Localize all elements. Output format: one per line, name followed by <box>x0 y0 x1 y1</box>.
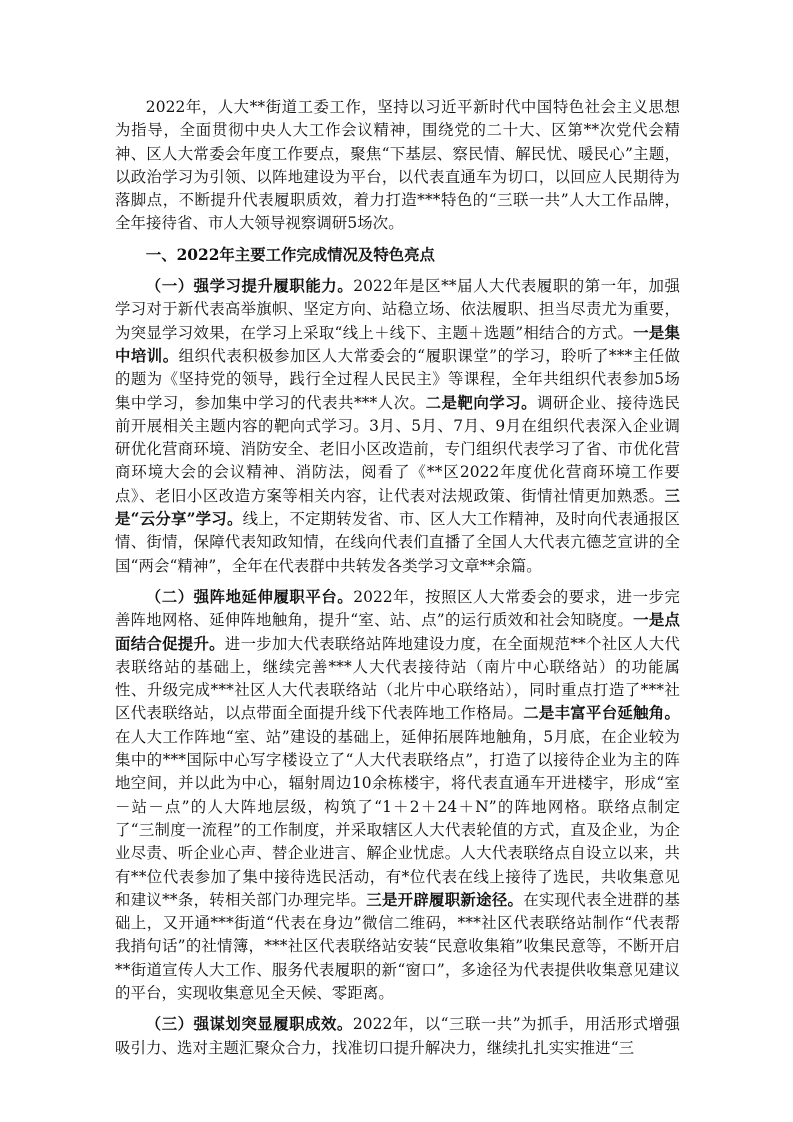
paragraph-platform-point-3: 三是开辟履职新途径。 <box>366 890 524 909</box>
paragraph-platform-lead: （二）强阵地延伸履职平台。 <box>145 587 354 606</box>
paragraph-study-text-1: 2022年是区**届人大代表履职的第一年，加强学习对于新代表高举旗帜、坚定方向、站稳立场、依法履职、担当尽责尤为重要，为突显学习效果，在学习上采取“线上＋线下、主题＋选题”相结合的方式。 <box>115 277 680 342</box>
paragraph-platform-text-1: 2022年，按照区人大常委会的要求，进一步完善阵地网格、延伸阵地触角，提升“室、站、点”的运行质效和社会知晓度。 <box>115 587 680 630</box>
paragraph-study-text-2: 组织代表积极参加区人大常委会的“履职课堂”的学习，聆听了***主任做的题为《坚持党的领导，践行全过程人民民主》等课程，全年共组织代表参加5场集中学习，参加集中学习的代表共***人次。 <box>115 346 680 412</box>
paragraph-study-lead: （一）强学习提升履职能力。 <box>145 277 354 296</box>
paragraph-platform <box>115 586 680 1005</box>
paragraph-platform-point-2: 二是丰富平台延触角。 <box>523 704 680 723</box>
paragraph-study-point-3: 三是“云分享”学习。 <box>115 486 680 529</box>
paragraph-study-point-2: 二是靶向学习。 <box>425 393 538 412</box>
paragraph-platform-text-2: 进一步加大代表联络站阵地建设力度，在全面规范**个社区人大代表联络站的基础上，继续完善***人大代表接待站（南片中心联络站）的功能属性、升级完成***社区人大代表联络站（北片中心联络站），同时重点打造了***社区代表联络站，以点带面全面提升线下代表阵地工作格局。 <box>115 634 680 723</box>
paragraph-platform-text-4: 在实现代表全进群的基础上，又开通***街道“代表在身边”微信二维码，***社区代表联络站制作“代表帮我捎句话”的社情簿，***社区代表联络站安装“民意收集箱”收集民意等，不断开启**街道宣传人大工作、服务代表履职的新“窗口”，多途径为代表提供收集意见建议的平台，实现收集意见全天候、零距离。 <box>115 890 680 1002</box>
intro-paragraph: 2022年，人大**街道工委工作，坚持以习近平新时代中国特色社会主义思想为指导，全面贯彻中央人大工作会议精神，围绕党的二十大、区第**次党代会精神、区人大常委会年度工作要点，聚焦“下基层、察民情、解民忧、暖民心”主题，以政治学习为引领、以阵地建设为平台，以代表直通车为切口，以回应人民期待为落脚点，不断提升代表履职质效，着力打造***特色的“三联一共”人大工作品牌，全年接待省、市人大领导视察调研5场次。 <box>115 98 680 233</box>
paragraph-platform-text-3: 在人大工作阵地“室、站”建设的基础上，延伸拓展阵地触角，5月底，在企业较为集中的***国际中心写字楼设立了“人大代表联络点”，打造了以接待企业为主的阵地空间，并以此为中心，辐射周边10余栋楼宇，将代表直通车开进楼宇，形成“室－站－点”的人大阵地层级，构筑了“1＋2＋24＋N”的阵地网格。联络点制定了“三制度一流程”的工作制度，并采取辖区人大代表轮值的方式，直及企业，为企业尽责、听企业心声、替企业进言、解企业忧虑。人大代表联络点自设立以来，共有**位代表参加了集中接待选民活动，有*位代表在线上接待了选民，共收集意见和建议**条，转相关部门办理完毕。 <box>115 727 680 909</box>
paragraph-study-point-1: 一是集中培训。 <box>115 323 680 365</box>
paragraph-planning <box>115 1013 680 1060</box>
paragraph-study <box>115 275 680 578</box>
section-heading-1: 一、2022年主要工作完成情况及特色亮点 <box>145 245 435 264</box>
paragraph-study-text-3: 调研企业、接待选民前开展相关主题内容的靶向式学习。3月、5月、7月、9月在组织代表深入企业调研优化营商环境、消防安全、老旧小区改造前，专门组织代表学习了省、市优化营商环境大会的会议精神、消防法，阅看了《**区2022年度优化营商环境工作要点》、老旧小区改造方案等相关内容，让代表对法规政策、街情社情更加熟悉。 <box>115 393 681 505</box>
paragraph-study-text-4: 线上，不定期转发省、市、区人大工作精神，及时向代表通报区情、街情，保障代表知政知情，在线向代表们直播了全国人大代表亢德芝宣讲的全国“两会“精神”，全年在代表群中共转发各类学习文章**余篇。 <box>115 510 680 575</box>
paragraph-planning-lead: （三）强谋划突显履职成效。 <box>145 1015 353 1034</box>
paragraph-platform-point-1: 一是点面结合促提升。 <box>115 611 680 653</box>
paragraph-planning-text-1: 2022年，以“三联一共”为抓手，用活形式增强吸引力、选对主题汇聚众合力，找准切口提升解决力，继续扎扎实实推进“三 <box>115 1015 680 1057</box>
